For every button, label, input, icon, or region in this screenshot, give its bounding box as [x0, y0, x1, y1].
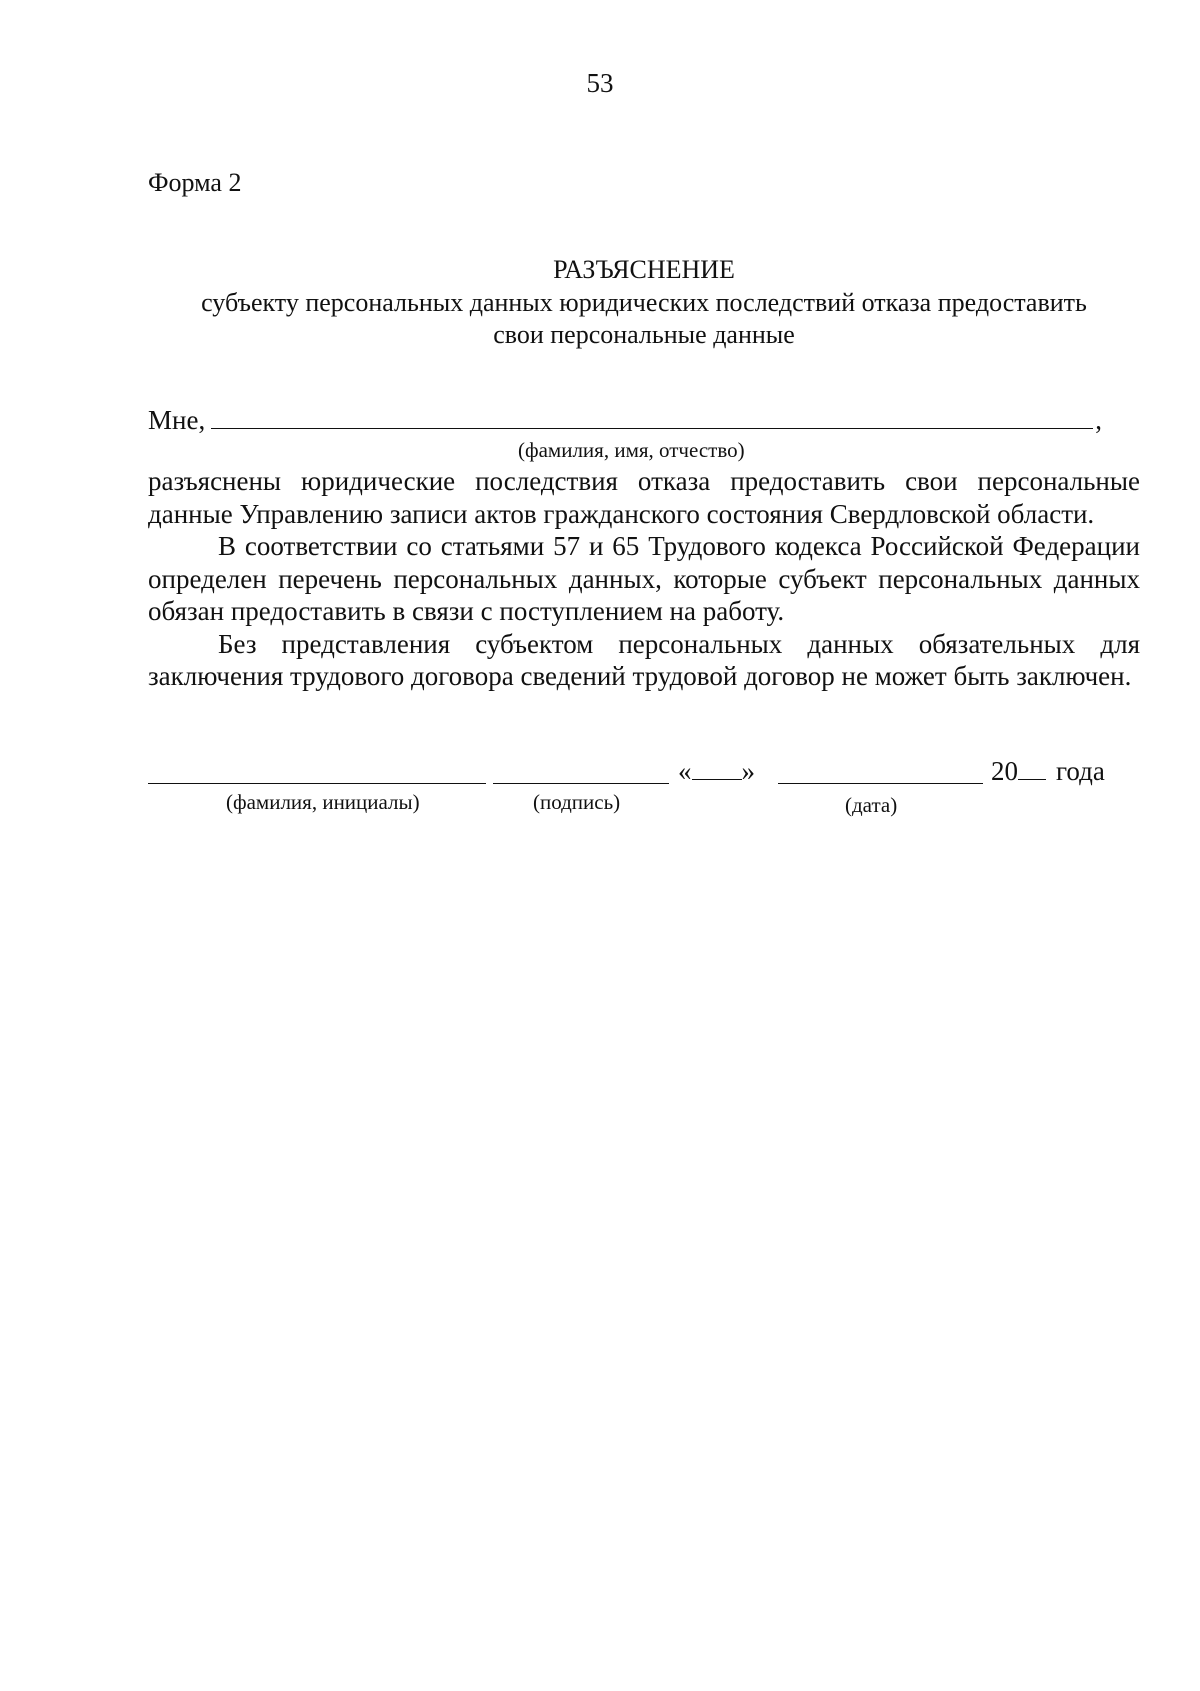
year-suffix: года: [1056, 756, 1105, 786]
form-label: Форма 2: [148, 168, 242, 197]
signature-caption: (подпись): [533, 790, 621, 814]
day-blank[interactable]: [692, 755, 742, 780]
recipient-line: [148, 404, 1140, 436]
subtitle-line-1: субъекту персональных данных юридических последствий отказа предоставить: [201, 288, 1087, 317]
year-blank[interactable]: [1018, 755, 1046, 780]
year-prefix: 20: [991, 756, 1018, 786]
recipient-prefix: Мне,: [148, 405, 206, 435]
document-title: РАЗЪЯСНЕНИЕ: [553, 255, 735, 284]
document-subtitle: [148, 287, 1140, 351]
date-caption: (дата): [845, 793, 898, 817]
body-text: [148, 465, 1140, 693]
page-number: 53: [586, 68, 614, 98]
signature-blank[interactable]: [493, 755, 669, 784]
paragraph-explanation: разъяснены юридические последствия отказа предоставить свои персональные данные Управлению записи актов гражданского состояния Свердловской области.: [148, 466, 1140, 529]
recipient-comma: ,: [1095, 405, 1102, 435]
signature-row: [148, 755, 1140, 789]
surname-initials-caption: (фамилия, инициалы): [226, 790, 420, 814]
recipient-name-blank[interactable]: [211, 404, 1093, 429]
quote-close: »: [741, 756, 755, 786]
paragraph-labor-code: В соответствии со статьями 57 и 65 Трудового кодекса Российской Федерации определен перечень персональных данных, которые субъект персональных данных обязан предоставить в связи с поступлением на работу.: [148, 531, 1140, 626]
paragraph-contract: Без представления субъектом персональных данных обязательных для заключения трудового договора сведений трудовой договор не может быть заключен.: [148, 628, 1140, 691]
date-day-field: [678, 755, 755, 787]
full-name-caption: (фамилия, имя, отчество): [518, 438, 745, 462]
month-blank[interactable]: [778, 755, 983, 784]
surname-initials-blank[interactable]: [148, 755, 486, 784]
subtitle-line-2: свои персональные данные: [493, 320, 795, 349]
date-year-field: [991, 755, 1105, 787]
quote-open: «: [678, 756, 692, 786]
